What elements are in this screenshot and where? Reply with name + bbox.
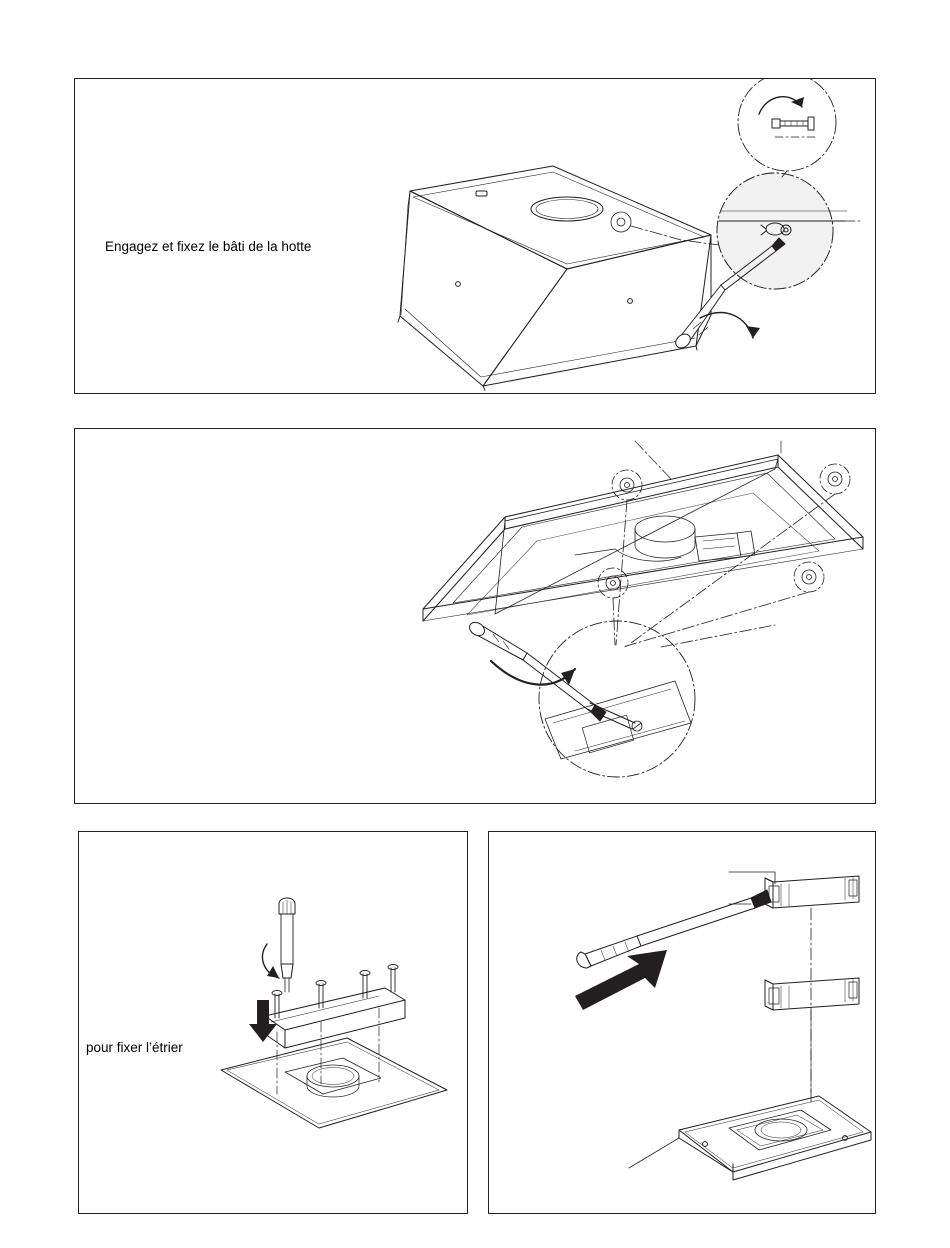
- hood-frame-mounting-figure: [74, 78, 876, 394]
- chimney-bracket-screw-figure: [488, 831, 876, 1214]
- panel-1-caption: Engagez et fixez le bâti de la hotte: [105, 239, 312, 254]
- panel-3-caption: pour fixer l’étrier: [86, 1040, 183, 1055]
- panel-2-illustration: [75, 429, 875, 803]
- panel-3-illustration: [79, 832, 467, 1213]
- bracket-fixing-figure: [78, 831, 468, 1214]
- hood-interior-screws-figure: [74, 428, 876, 804]
- panel-4-illustration: [489, 832, 875, 1213]
- panel-1-illustration: [75, 79, 875, 393]
